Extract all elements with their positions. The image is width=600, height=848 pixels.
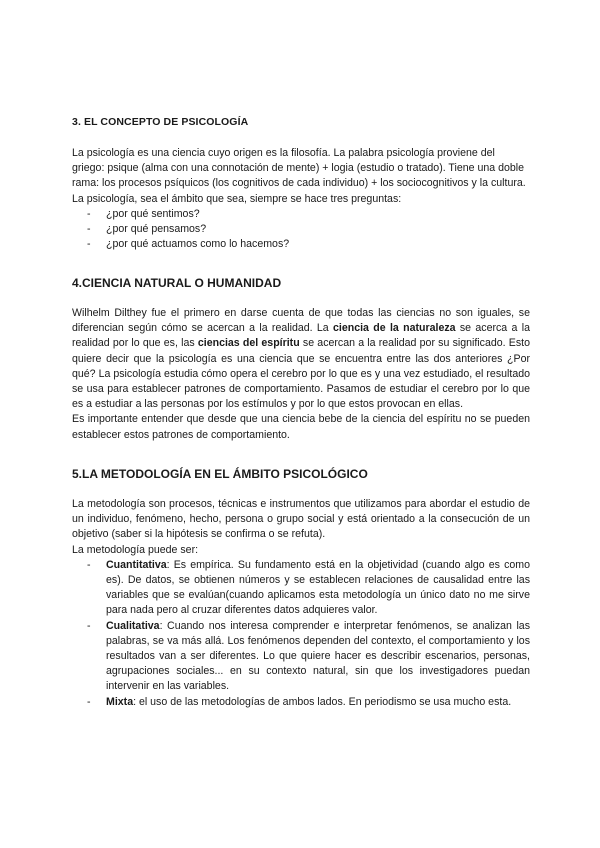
text-run: : Es empírica. Su fundamento está en la objetividad (cuando algo es como es). De datos, se obtienen números y se establecen relaciones de causalidad entre las variables que se evalúan(cuando aplicamos esta metodología un único dato no me sirve para nada pero al cruzar diferentes datos adquieres valor.	[106, 558, 530, 617]
methodology-list	[72, 558, 530, 710]
text-run: se acerca a la realidad por lo que es, las	[72, 322, 530, 350]
list-item: - ¿por qué sentimos?	[72, 207, 530, 222]
section3-heading: 3. EL CONCEPTO DE PSICOLOGÍA	[72, 116, 249, 128]
list-item: - ¿por qué actuamos como lo hacemos?	[72, 237, 530, 252]
bold-term: ciencia de la naturaleza	[333, 322, 456, 335]
section3-paragraph-2: La psicología, sea el ámbito que sea, siempre se hace tres preguntas:	[72, 192, 402, 205]
list-item: - ¿por qué pensamos?	[72, 222, 530, 237]
section4-body	[72, 306, 530, 443]
section5-paragraph-2: La metodología puede ser:	[72, 543, 199, 556]
section3-paragraph-1: La psicología es una ciencia cuyo origen es la filosofía. La palabra psicología proviene del griego: psique (alma con una connotación de mente) + logia (estudio o tratado). Tiene una doble rama: los procesos psíquicos (los cognitivos de cada individuo) + los sociocognitivos y la cultura.	[72, 147, 526, 190]
section3-body	[72, 146, 530, 252]
list-item	[72, 619, 530, 695]
list-item	[72, 695, 530, 710]
section5-paragraph-1: La metodología son procesos, técnicas e instrumentos que utilizamos para abordar el estudio de un individuo, fenómeno, hecho, persona o grupo social y está orientado a la consecución de un objetivo (saber si la hipótesis se confirma o se refuta).	[72, 498, 530, 541]
text-run: : el uso de las metodologías de ambos lados. En periodismo se usa mucho esta.	[133, 695, 512, 708]
section4-paragraph-1	[72, 306, 530, 412]
bold-term: Cualitativa	[106, 619, 160, 632]
list-item	[72, 558, 530, 619]
section4-paragraph-2: Es importante entender que desde que una ciencia bebe de la ciencia del espíritu no se pueden establecer estos patrones de comportamiento.	[72, 413, 530, 441]
questions-list	[72, 207, 530, 253]
text-run: Wilhelm Dilthey fue el primero en darse cuenta de que todas las ciencias no son iguales, se diferencian según cómo se acercan a la realidad. La	[72, 307, 530, 335]
bold-term: Mixta	[106, 695, 134, 708]
text-run: se acercan a la realidad por su significado. Esto quiere decir que la psicología es una ciencia que se encuentra entre las dos anteriores ¿Por qué? La psicología estudia cómo opera el cerebro por lo que es y una vez estudiado, el resultado se usa para establecer patrones de comportamiento. Pasamos de estudiar el cerebro por lo que es a estudiar a las personas por los estímulos y por lo que estos provocan en ellas.	[72, 337, 530, 411]
section5-body	[72, 497, 530, 710]
section5-heading: 5.LA METODOLOGÍA EN EL ÁMBITO PSICOLÓGICO	[72, 467, 368, 481]
bold-term: ciencias del espíritu	[197, 337, 300, 350]
text-run: : Cuando nos interesa comprender e interpretar fenómenos, se analizan las palabras, se va más allá. Los fenómenos dependen del contexto, el comportamiento y los resultados van a ser diferentes. Lo que quiere hacer es describir escenarios, personas, agrupaciones sociales... en su contexto natural, sin que los investigadores puedan intervenir en las variables.	[106, 619, 530, 693]
bold-term: Cuantitativa	[106, 558, 167, 571]
section4-heading: 4.CIENCIA NATURAL O HUMANIDAD	[72, 276, 282, 290]
